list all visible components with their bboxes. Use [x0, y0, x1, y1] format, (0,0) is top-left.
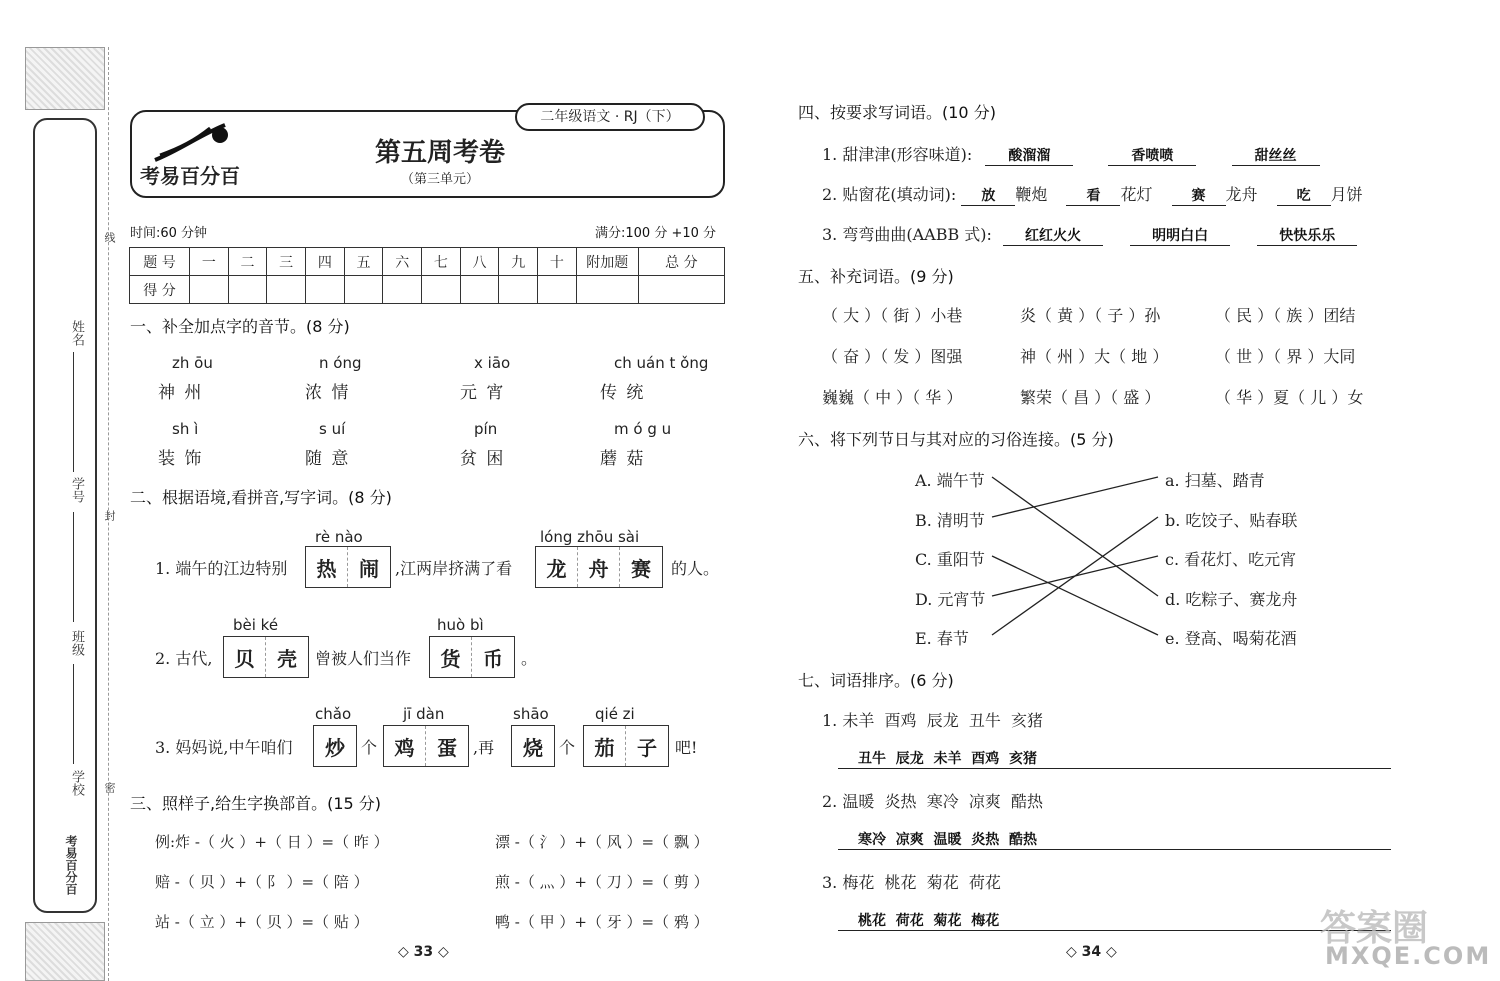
score-cell: [228, 276, 267, 304]
s2-question-2: 2. 古代, bèi ké 贝 壳 曾被人们当作 huò bì 货 币 。: [155, 616, 725, 676]
s2-question-3: 3. 妈妈说,中午咱们 chǎo 炒 个 jī dàn 鸡 蛋 ,再 shāo 烧 个 qié zi 茄 子 吧!: [155, 705, 725, 770]
s4-question-1: 1. 甜津津(形容味道): 酸溜溜 香喷喷 甜丝丝: [822, 142, 1320, 166]
sort-question: 2. 温暖 炎热 寒冷 凉爽 酷热: [822, 792, 1044, 811]
matching-lines: [980, 460, 1160, 660]
score-header-cell: 三: [267, 248, 306, 276]
answer-box-beike: 贝 壳: [223, 636, 309, 678]
brand-logo-icon: [150, 120, 230, 165]
word: 蘑 菇: [600, 449, 646, 469]
score-header-cell: 五: [344, 248, 383, 276]
side-brand: 考易百分百: [64, 835, 78, 895]
custom-item: b. 吃饺子、贴春联: [1165, 510, 1298, 530]
full-score: 满分:100 分 +10 分: [595, 226, 717, 241]
word: 元 宵: [460, 383, 506, 403]
score-cell: [190, 276, 229, 304]
pinyin-answer: x iāo: [474, 354, 511, 372]
score-table: [129, 247, 725, 304]
answer-box-renao: 热 闹: [305, 546, 391, 588]
score-header-cell: 总 分: [638, 248, 724, 276]
word: 神 州: [158, 383, 204, 403]
phrase-fill: 繁荣（ 昌 ）（ 盛 ）: [1020, 388, 1161, 407]
page-title: 第五周考卷: [374, 138, 505, 168]
score-cell: [538, 276, 577, 304]
phrase-fill: 炎（ 黄 ）（ 子 ）孙: [1020, 306, 1161, 325]
score-cell: [460, 276, 499, 304]
word: 传 统: [600, 383, 646, 403]
sort-question: 3. 梅花 桃花 菊花 荷花: [822, 873, 1001, 892]
phrase-fill: （ 大 ）（ 街 ）小巷: [822, 306, 963, 325]
score-header-cell: 题 号: [130, 248, 190, 276]
fold-mark-1: 线: [103, 232, 116, 243]
phrase-fill: （ 民 ）（ 族 ）团结: [1215, 306, 1356, 325]
sort-answer: 丑牛 辰龙 未羊 酉鸡 亥猪: [838, 748, 1391, 769]
name-label: 姓名: [69, 320, 84, 346]
phrase-fill: 巍巍（ 中 ）（ 华 ）: [822, 388, 963, 407]
section-4-title: 四、按要求写词语。(10 分): [798, 103, 996, 122]
answer-box-qiezi: 茄 子: [583, 725, 669, 767]
answer-box-chao: 炒: [313, 725, 357, 767]
student-info-panel: [33, 118, 97, 913]
s4-question-3: 3. 弯弯曲曲(AABB 式): 红红火火 明明白白 快快乐乐: [822, 222, 1357, 246]
word: 装 饰: [158, 449, 204, 469]
watermark-url: MXQE.COM: [1325, 942, 1492, 970]
school-label: 学校: [69, 770, 84, 796]
festival-item: B. 清明节: [915, 510, 985, 530]
brand-name: 考易百分百: [140, 164, 240, 188]
custom-item: e. 登高、喝菊花酒: [1165, 629, 1297, 648]
answer-box-huobi: 货 币: [429, 636, 515, 678]
binding-pattern-bottom: [25, 922, 105, 981]
s2-question-1: 1. 端午的江边特别 rè nào 热 闹 ,江两岸挤满了看 lóng zhōu sài 龙 舟 赛 的人。: [155, 528, 725, 588]
score-cell: [267, 276, 306, 304]
score-header-cell: 七: [422, 248, 461, 276]
score-header-cell: 九: [499, 248, 538, 276]
id-label: 学号: [69, 477, 84, 503]
s3-row-6: 鸭 -（ 甲 ）+（ 牙 ）=（ 鸦 ）: [495, 913, 709, 931]
pinyin-answer: m ó g u: [614, 420, 672, 438]
section-7-title: 七、词语排序。(6 分): [798, 671, 954, 690]
section-5-title: 五、补充词语。(9 分): [798, 267, 954, 286]
word: 贫 困: [460, 449, 506, 469]
score-cell: [383, 276, 422, 304]
page-number-right: ◇ 34 ◇: [1066, 944, 1117, 960]
festival-item: E. 春节: [915, 629, 969, 648]
sort-answer: 桃花 荷花 菊花 梅花: [838, 910, 1391, 931]
score-header-cell: 一: [190, 248, 229, 276]
score-header-cell: 六: [383, 248, 422, 276]
word: 随 意: [305, 449, 351, 469]
s4-question-2: 2. 贴窗花(填动词): 放 鞭炮 看 花灯 赛 龙舟 吃 月饼: [822, 185, 1363, 204]
score-cell: [638, 276, 724, 304]
class-label: 班级: [69, 630, 84, 656]
phrase-fill: （ 华 ）夏（ 儿 ）女: [1215, 388, 1364, 407]
score-header-cell: 十: [538, 248, 577, 276]
pinyin-answer: ch uán t ǒng: [614, 354, 709, 372]
score-label-cell: 得 分: [130, 276, 190, 304]
fold-mark-3: 密: [103, 782, 116, 793]
score-cell: [576, 276, 638, 304]
answer-box-longzhousai: 龙 舟 赛: [535, 546, 663, 588]
phrase-fill: 神（ 州 ）大（ 地 ）: [1020, 347, 1169, 366]
score-cell: [499, 276, 538, 304]
fold-mark-2: 封: [103, 510, 116, 521]
word: 浓 情: [305, 383, 351, 403]
custom-item: d. 吃粽子、赛龙舟: [1165, 589, 1298, 609]
time-limit: 时间:60 分钟: [130, 226, 208, 241]
pinyin-answer: pín: [474, 420, 498, 438]
score-cell: [422, 276, 461, 304]
pinyin-answer: zh ōu: [172, 354, 213, 372]
s3-row-5: 煎 -（ 灬 ）+（ 刀 ）=（ 剪 ）: [495, 873, 709, 891]
section-1-title: 一、补全加点字的音节。(8 分): [130, 317, 350, 336]
phrase-fill: （ 世 ）（ 界 ）大同: [1215, 347, 1356, 366]
page-number-left: ◇ 33 ◇: [398, 944, 449, 960]
s3-row-3: 站 -（ 立 ）+（ 贝 ）=（ 贴 ）: [155, 913, 369, 931]
score-header-cell: 附加题: [576, 248, 638, 276]
binding-pattern-top: [25, 47, 105, 110]
score-cell: [344, 276, 383, 304]
score-cell: [306, 276, 345, 304]
festival-item: A. 端午节: [915, 471, 985, 490]
watermark: 答案圈: [1320, 908, 1429, 949]
pinyin-answer: sh ì: [172, 420, 199, 438]
answer-box-jidan: 鸡 蛋: [383, 725, 469, 767]
section-3-title: 三、照样子,给生字换部首。(15 分): [130, 794, 382, 813]
sort-answer: 寒冷 凉爽 温暖 炎热 酷热: [838, 829, 1391, 850]
score-header-cell: 八: [460, 248, 499, 276]
answer-box-shao: 烧: [511, 725, 555, 767]
s3-row-1: 例:炸 -（ 火 ）+（ 日 ）=（ 昨 ）: [155, 833, 389, 851]
pinyin-answer: n óng: [319, 354, 362, 372]
s3-row-4: 漂 -（ 氵 ）+（ 风 ）=（ 飘 ）: [495, 833, 709, 851]
pinyin-answer: s uí: [319, 420, 346, 438]
section-2-title: 二、根据语境,看拼音,写字词。(8 分): [130, 488, 392, 507]
custom-item: a. 扫墓、踏青: [1165, 471, 1265, 490]
festival-item: D. 元宵节: [915, 589, 986, 609]
score-header-cell: 二: [228, 248, 267, 276]
page-subtitle: （第三单元）: [400, 172, 479, 187]
score-header-cell: 四: [306, 248, 345, 276]
sort-question: 1. 未羊 酉鸡 辰龙 丑牛 亥猪: [822, 711, 1044, 730]
section-6-title: 六、将下列节日与其对应的习俗连接。(5 分): [798, 430, 1114, 449]
festival-item: C. 重阳节: [915, 550, 985, 569]
phrase-fill: （ 奋 ）（ 发 ）图强: [822, 347, 963, 366]
s3-row-2: 赔 -（ 贝 ）+（ 阝 ）=（ 陪 ）: [155, 873, 369, 891]
custom-item: c. 看花灯、吃元宵: [1165, 550, 1297, 569]
grade-tag: 二年级语文 · RJ（下）: [515, 103, 705, 131]
